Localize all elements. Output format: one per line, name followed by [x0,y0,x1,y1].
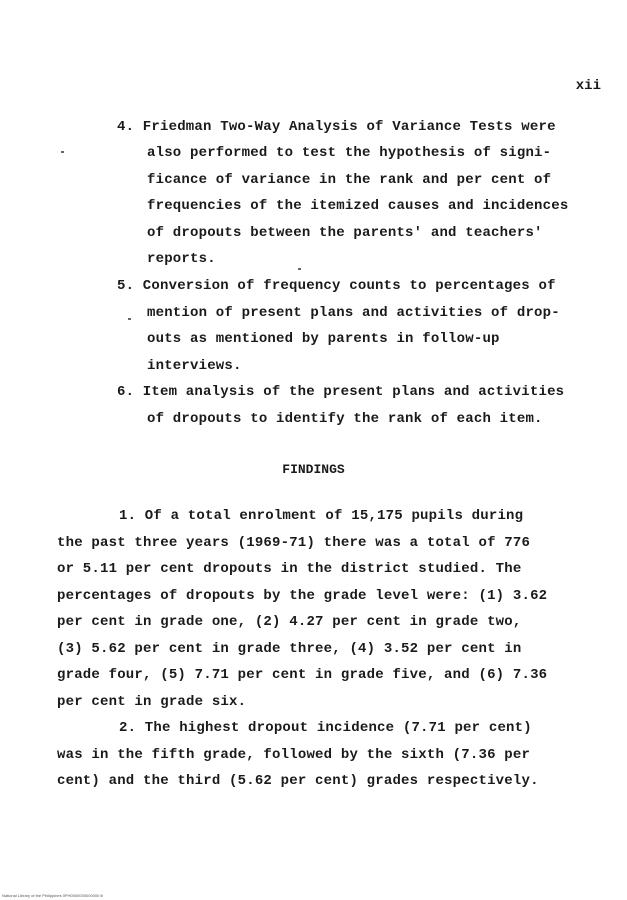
text-line: 1. Of a total enrolment of 15,175 pupils during [119,508,524,524]
text-line: grade four, (5) 7.71 per cent in grade five, and (6) 7.36 [57,667,548,683]
text-line: 6. Item analysis of the present plans and activities [117,384,565,400]
text-line: (3) 5.62 per cent in grade three, (4) 3.52 per cent in [57,641,522,657]
text-line: the past three years (1969-71) there was a total of 776 [57,535,531,551]
text-line: per cent in grade one, (2) 4.27 per cent in grade two, [57,614,522,630]
scan-speck [128,318,131,320]
text-line: or 5.11 per cent dropouts in the district studied. The [57,561,522,577]
text-line: percentages of dropouts by the grade level were: (1) 3.62 [57,588,548,604]
section-heading: FINDINGS [282,462,345,477]
text-line: of dropouts to identify the rank of each item. [147,411,543,427]
text-line: was in the fifth grade, followed by the sixth (7.36 per [57,747,531,763]
library-footer: National Library of the Philippines 0PH0000000000000 iii [2,893,104,898]
scan-speck [298,268,301,270]
text-line: outs as mentioned by parents in follow-up [147,331,500,347]
text-line: 5. Conversion of frequency counts to percentages of [117,278,556,294]
text-line: reports. [147,251,216,267]
text-line: interviews. [147,358,242,374]
scan-speck [61,151,64,153]
text-line: ficance of variance in the rank and per cent of [147,172,552,188]
text-line: 2. The highest dropout incidence (7.71 per cent) [119,720,532,736]
text-line: frequencies of the itemized causes and incidences [147,198,569,214]
page-number: xii [575,78,601,94]
text-line: 4. Friedman Two-Way Analysis of Variance Tests were [117,119,556,135]
text-line: mention of present plans and activities of drop- [147,305,560,321]
text-line: per cent in grade six. [57,694,247,710]
text-line: of dropouts between the parents' and teachers' [147,225,543,241]
text-line: also performed to test the hypothesis of signi- [147,145,552,161]
text-line: cent) and the third (5.62 per cent) grades respectively. [57,773,539,789]
